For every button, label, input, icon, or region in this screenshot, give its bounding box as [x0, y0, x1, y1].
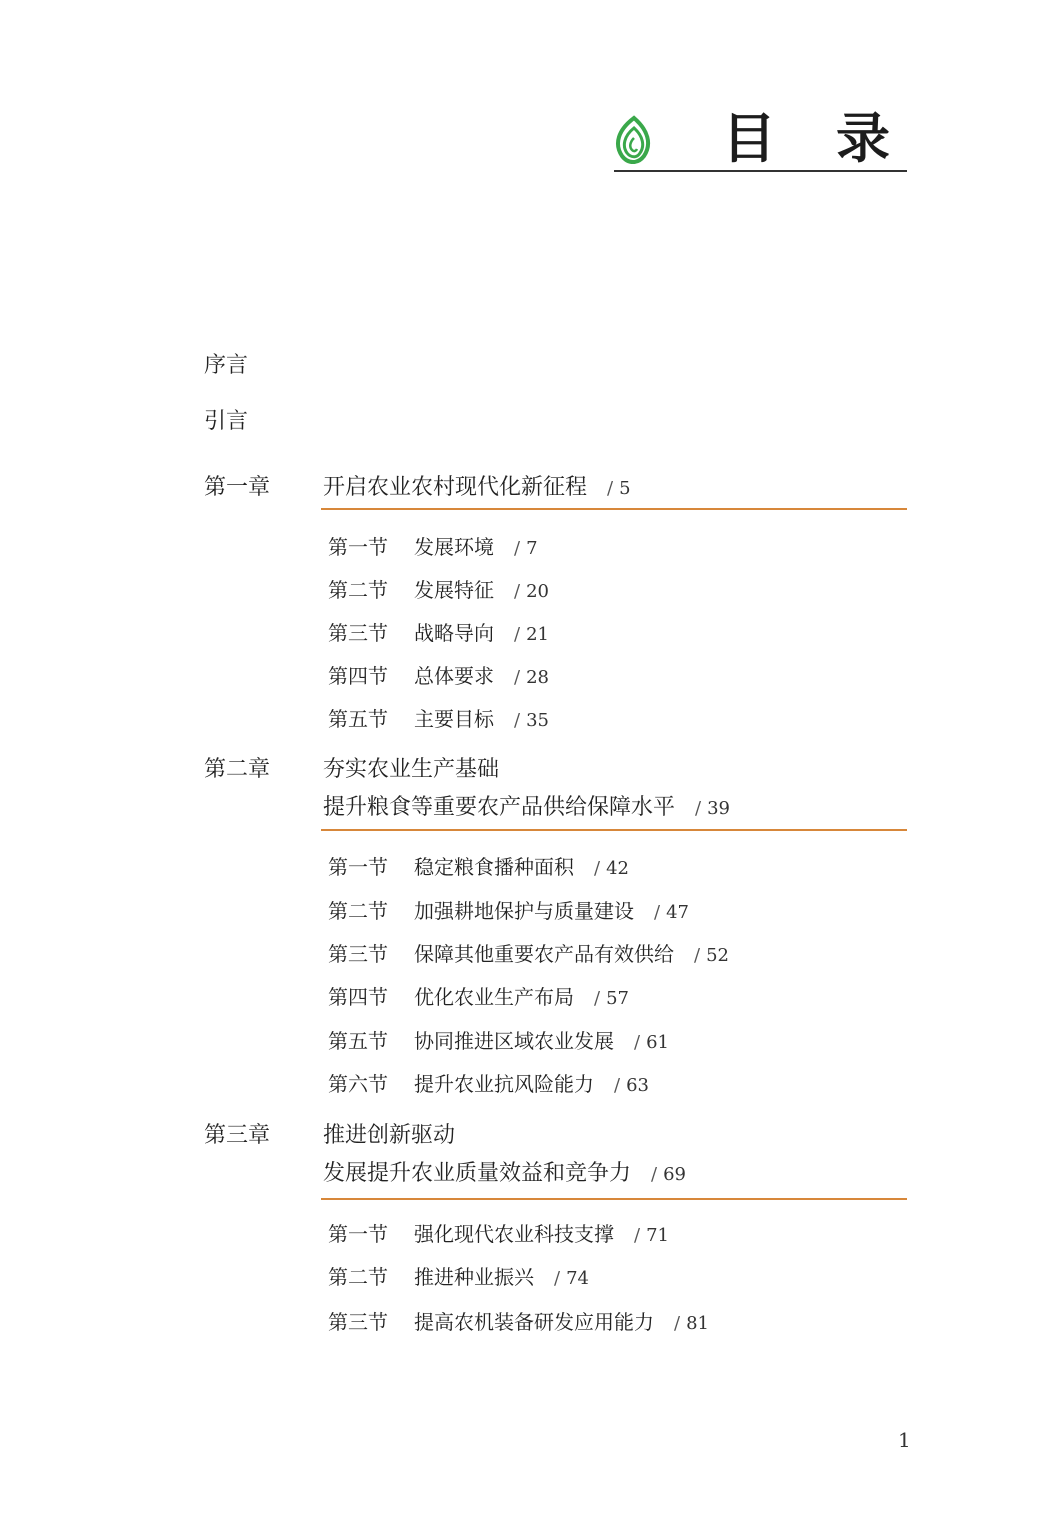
section-number: 第五节: [328, 707, 388, 731]
chapter-label: 第二章: [204, 757, 271, 782]
section-number: 第一节: [328, 855, 388, 879]
chapter-title-line: 提升粮食等重要农产品供给保障水平: [323, 795, 676, 820]
section-number: 第三节: [328, 1310, 388, 1334]
separator: /: [614, 1075, 621, 1096]
separator: /: [514, 710, 521, 731]
section-number: 第二节: [328, 578, 388, 602]
separator: /: [594, 858, 601, 879]
chapter-label: 第一章: [204, 475, 271, 500]
separator: /: [514, 538, 521, 559]
chapter-title-line: 开启农业农村现代化新征程: [323, 475, 588, 500]
section-number: 第二节: [328, 899, 388, 923]
section-number: 第一节: [328, 1222, 388, 1246]
page-number: 28: [526, 667, 549, 688]
separator: /: [654, 902, 661, 923]
section-number: 第三节: [328, 621, 388, 645]
section-title: 推进种业振兴: [414, 1265, 534, 1289]
section-title: 优化农业生产布局: [414, 985, 574, 1009]
page-number: 7: [526, 538, 538, 559]
toc-section[interactable]: [328, 854, 629, 882]
toc-section[interactable]: [328, 706, 549, 734]
separator: /: [514, 667, 521, 688]
toc-entry-introduction[interactable]: 引言: [204, 409, 249, 434]
section-title: 提高农机装备研发应用能力: [414, 1310, 654, 1334]
header-underline: [614, 170, 907, 172]
separator: /: [514, 581, 521, 602]
toc-section[interactable]: [328, 941, 729, 969]
toc-section[interactable]: [328, 1071, 649, 1099]
section-number: 第四节: [328, 664, 388, 688]
toc-section[interactable]: [328, 898, 689, 926]
separator: /: [607, 478, 614, 499]
toc-section[interactable]: [328, 577, 549, 605]
separator: /: [594, 988, 601, 1009]
page-number: 81: [686, 1313, 709, 1334]
toc-entry-preface[interactable]: 序言: [204, 353, 249, 378]
chapter-rule: [321, 508, 907, 510]
section-number: 第四节: [328, 985, 388, 1009]
toc-section[interactable]: [328, 984, 629, 1012]
section-title: 稳定粮食播种面积: [414, 855, 574, 879]
page-number: 57: [606, 988, 629, 1009]
toc-section[interactable]: [328, 1309, 709, 1337]
chapter-rule: [321, 829, 907, 831]
page-number: 42: [606, 858, 629, 879]
chapter-rule: [321, 1198, 907, 1200]
section-number: 第五节: [328, 1029, 388, 1053]
page-number: 35: [526, 710, 549, 731]
page-number: 5: [619, 478, 631, 499]
section-number: 第一节: [328, 535, 388, 559]
section-number: 第三节: [328, 942, 388, 966]
separator: /: [651, 1164, 658, 1185]
toc-title-char-1: 目: [722, 106, 776, 170]
separator: /: [634, 1032, 641, 1053]
section-title: 协同推进区域农业发展: [414, 1029, 614, 1053]
toc-section[interactable]: [328, 663, 549, 691]
page-number: 20: [526, 581, 549, 602]
section-title: 发展环境: [414, 535, 494, 559]
folio-page-number: 1: [898, 1428, 911, 1452]
page-number: 47: [666, 902, 689, 923]
section-title: 总体要求: [414, 664, 494, 688]
toc-section[interactable]: [328, 1264, 589, 1292]
page-number: 74: [566, 1268, 589, 1289]
chapter-title-line[interactable]: 推进创新驱动: [323, 1123, 456, 1148]
section-title: 战略导向: [414, 621, 494, 645]
toc-title-char-2: 录: [836, 106, 890, 170]
section-number: 第六节: [328, 1072, 388, 1096]
section-title: 强化现代农业科技支撑: [414, 1222, 614, 1246]
separator: /: [514, 624, 521, 645]
section-title: 提升农业抗风险能力: [414, 1072, 594, 1096]
separator: /: [695, 798, 702, 819]
chapter-title[interactable]: [323, 1160, 686, 1189]
page-number: 71: [646, 1225, 669, 1246]
page-number: 39: [707, 798, 730, 819]
section-title: 保障其他重要农产品有效供给: [414, 942, 674, 966]
section-title: 发展特征: [414, 578, 494, 602]
toc-section[interactable]: [328, 620, 549, 648]
page-number: 21: [526, 624, 549, 645]
section-title: 主要目标: [414, 707, 494, 731]
chapter-title[interactable]: [323, 474, 631, 503]
chapter-title-line: 发展提升农业质量效益和竞争力: [323, 1161, 632, 1186]
chapter-title-line[interactable]: 夯实农业生产基础: [323, 757, 500, 782]
separator: /: [554, 1268, 561, 1289]
chapter-title[interactable]: [323, 794, 730, 823]
page-number: 61: [646, 1032, 669, 1053]
separator: /: [674, 1313, 681, 1334]
separator: /: [634, 1225, 641, 1246]
section-number: 第二节: [328, 1265, 388, 1289]
separator: /: [694, 945, 701, 966]
page-number: 63: [626, 1075, 649, 1096]
leaf-emblem-icon: [604, 114, 664, 170]
section-title: 加强耕地保护与质量建设: [414, 899, 634, 923]
page-number: 52: [706, 945, 729, 966]
toc-section[interactable]: [328, 534, 538, 562]
toc-header: [604, 106, 907, 174]
page-number: 69: [663, 1164, 686, 1185]
chapter-label: 第三章: [204, 1123, 271, 1148]
toc-section[interactable]: [328, 1028, 669, 1056]
toc-section[interactable]: [328, 1221, 669, 1249]
